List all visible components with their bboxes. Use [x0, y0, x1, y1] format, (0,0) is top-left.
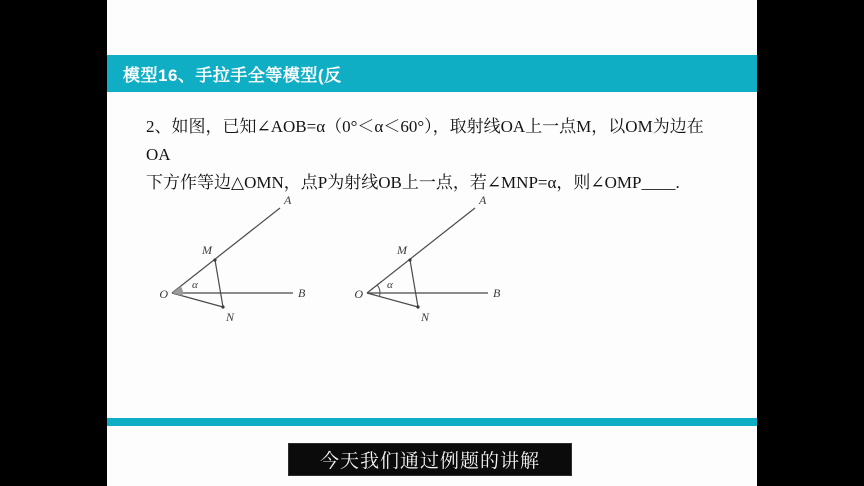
ray-OA: [172, 208, 280, 293]
ray-OA: [367, 208, 475, 293]
segment-MN: [410, 260, 418, 307]
slide-title: 模型16、手拉手全等模型(反: [123, 66, 342, 85]
label-alpha: α: [192, 279, 198, 291]
angle-arc: [377, 285, 380, 296]
label-N: N: [226, 310, 235, 324]
problem-line-2: 下方作等边△OMN，点P为射线OB上一点，若∠MNP=α，则∠OMP____.: [146, 173, 680, 192]
label-alpha: α: [387, 279, 393, 291]
label-A: A: [479, 193, 487, 207]
slide-header-bar: [107, 55, 757, 92]
point-M: [213, 258, 216, 261]
segment-ON: [367, 293, 418, 307]
label-M: M: [202, 243, 212, 257]
label-O: O: [354, 287, 363, 301]
point-M: [408, 258, 411, 261]
segment-MN: [215, 260, 223, 307]
label-N: N: [421, 310, 430, 324]
label-M: M: [397, 243, 407, 257]
geometry-figure-left: [150, 190, 350, 330]
point-N: [416, 305, 419, 308]
label-B: B: [493, 286, 501, 300]
subtitle-text: 今天我们通过例题的讲解: [319, 451, 540, 472]
subtitle-box: [288, 443, 572, 476]
problem-line-1: 2、如图，已知∠AOB=α（0°＜α＜60°），取射线OA上一点M，以OM为边在OA: [146, 117, 704, 164]
point-N: [221, 305, 224, 308]
segment-ON: [172, 293, 223, 307]
label-B: B: [298, 286, 306, 300]
slide-footer-stripe: [107, 418, 757, 426]
label-O: O: [159, 287, 168, 301]
geometry-figure-right: [345, 190, 545, 330]
problem-text: [146, 113, 726, 197]
label-A: A: [284, 193, 292, 207]
